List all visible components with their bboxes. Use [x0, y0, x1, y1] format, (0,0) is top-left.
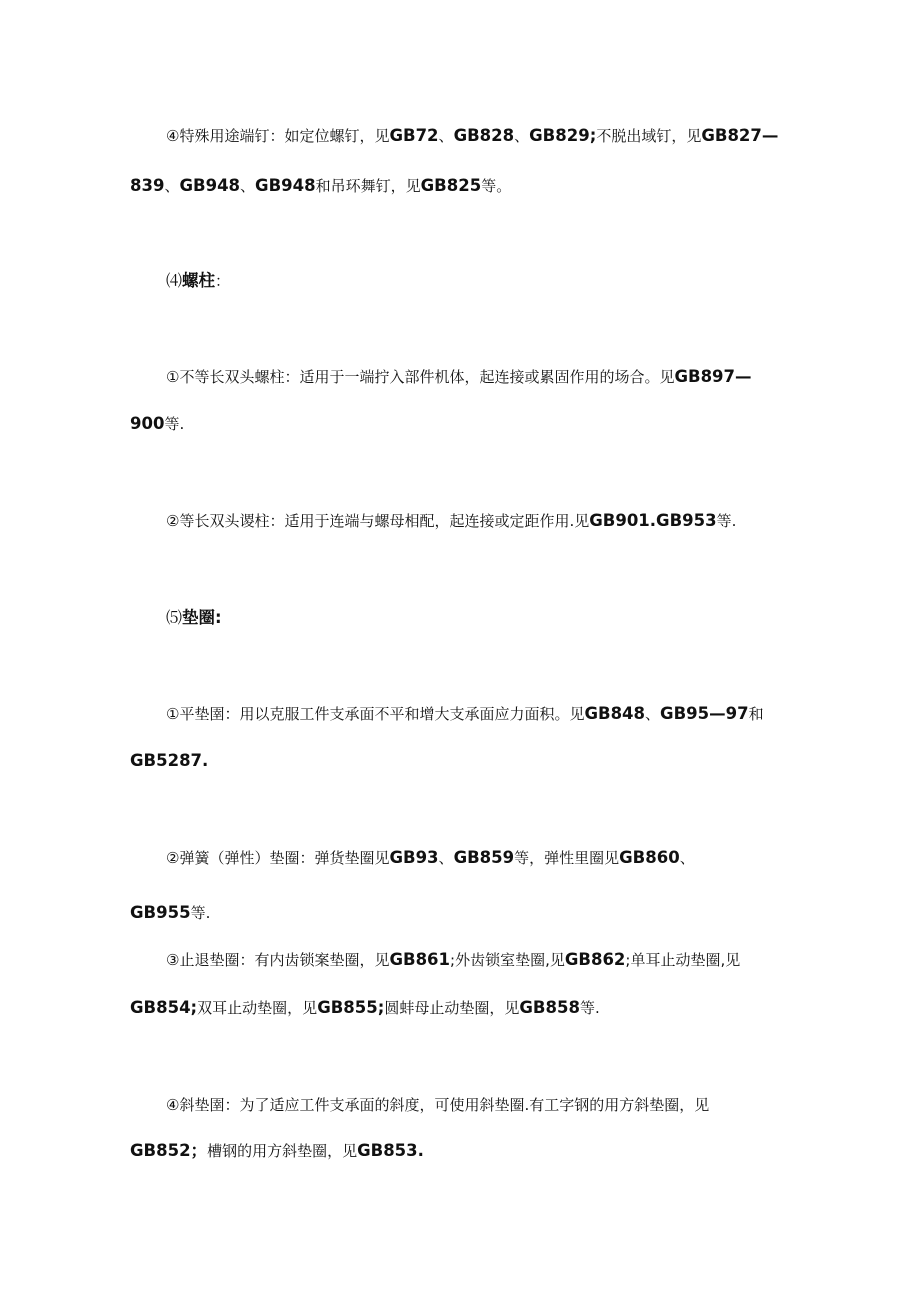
bold-text-run: 螺柱	[182, 271, 216, 290]
bold-text-run: 900	[130, 414, 165, 433]
text-run: 、	[438, 127, 454, 145]
paragraph-line	[166, 1094, 920, 1116]
text-run: ;单耳止动垫圈,见	[625, 951, 741, 969]
bold-text-run: GB859	[453, 848, 515, 867]
section-heading	[166, 270, 920, 292]
paragraph-line	[130, 902, 920, 924]
bold-text-run: GB852；	[130, 1141, 208, 1160]
bold-text-run: GB862	[564, 950, 626, 969]
text-run: 等.	[716, 512, 737, 530]
paragraph-line	[166, 949, 920, 971]
text-run: ④斜垫圉：为了适应工件支承面的斜度，可使用斜垫圈.有工字钢的用方斜垫圈，见	[166, 1096, 710, 1114]
bold-text-run: GB948	[255, 176, 316, 195]
text-run: 和吊环舞钉，见	[315, 177, 421, 195]
bold-text-run: GB848	[584, 704, 646, 723]
text-run: 槽钢的用方斜垫圈，见	[207, 1142, 358, 1160]
text-run: 、	[164, 177, 180, 195]
text-run: 、	[645, 705, 661, 723]
bold-text-run: GB897—	[674, 367, 752, 386]
bold-text-run: GB854;	[130, 998, 198, 1017]
paragraph-line	[166, 847, 920, 869]
bold-text-run: GB855;	[317, 998, 385, 1017]
bold-text-run: GB861	[389, 950, 451, 969]
bold-text-run: 839	[130, 176, 165, 195]
text-run: ④特殊用途端钉：如定位螺钉，见	[166, 127, 390, 145]
paragraph-line	[166, 366, 920, 388]
section-number: ⑸	[166, 608, 183, 627]
bold-text-run: GB5287.	[130, 751, 209, 770]
paragraph-line	[130, 1140, 920, 1162]
bold-text-run: GB827—	[701, 126, 779, 145]
text-run: 等，弹性里圈见	[514, 849, 620, 867]
text-run: 等。	[481, 177, 512, 195]
paragraph-line	[130, 175, 920, 197]
bold-text-run: GB828	[453, 126, 515, 145]
text-run: 、	[514, 127, 530, 145]
text-run: ②弹簧（弹性）垫圈：弹货垫圈见	[166, 849, 390, 867]
text-run: 、	[438, 849, 454, 867]
bold-text-run: GB825	[420, 176, 482, 195]
section-heading	[166, 607, 920, 629]
text-run: ①不等长双头螺柱：适用于一端拧入部件机体，起连接或累固作用的场合。见	[166, 368, 675, 386]
bold-text-run: GB860	[619, 848, 680, 867]
text-run: 、	[240, 177, 256, 195]
text-run: 等.	[190, 904, 211, 922]
text-run: ②等长双头谡柱：适用于连端与螺母相配，起连接或定距作用.见	[166, 512, 590, 530]
paragraph-line	[130, 997, 920, 1019]
text-run: 双耳止动垫圈，见	[197, 999, 318, 1017]
bold-text-run: GB72	[389, 126, 439, 145]
text-run: ：	[215, 272, 231, 290]
paragraph-line	[166, 510, 920, 532]
text-run: ③止退垫圈：有内齿锁案垫圈，见	[166, 951, 390, 969]
paragraph-line	[130, 413, 920, 435]
text-run: 、	[679, 849, 695, 867]
text-run: 圆蚌母止动垫圈，见	[384, 999, 520, 1017]
text-run: 等.	[164, 415, 185, 433]
bold-text-run: GB93	[389, 848, 439, 867]
bold-text-run: GB948	[179, 176, 241, 195]
paragraph-line	[130, 750, 920, 772]
text-run: 不脱出域钉，见	[596, 127, 702, 145]
bold-text-run: 垫圈:	[182, 608, 222, 627]
bold-text-run: GB853.	[357, 1141, 424, 1160]
paragraph-line	[166, 125, 920, 147]
text-run: 等.	[579, 999, 600, 1017]
bold-text-run: GB901.GB953	[589, 511, 717, 530]
bold-text-run: GB858	[519, 998, 580, 1017]
paragraph-line	[166, 703, 920, 725]
text-run: ①平垫圉：用以克服工件支承面不平和增大支承面应力面积。见	[166, 705, 585, 723]
text-run: 和	[748, 705, 764, 723]
section-number: ⑷	[166, 271, 183, 290]
bold-text-run: GB955	[130, 903, 191, 922]
bold-text-run: GB829;	[529, 126, 597, 145]
bold-text-run: GB95—97	[660, 704, 749, 723]
text-run: ;外齿锁室垫圈,见	[450, 951, 565, 969]
